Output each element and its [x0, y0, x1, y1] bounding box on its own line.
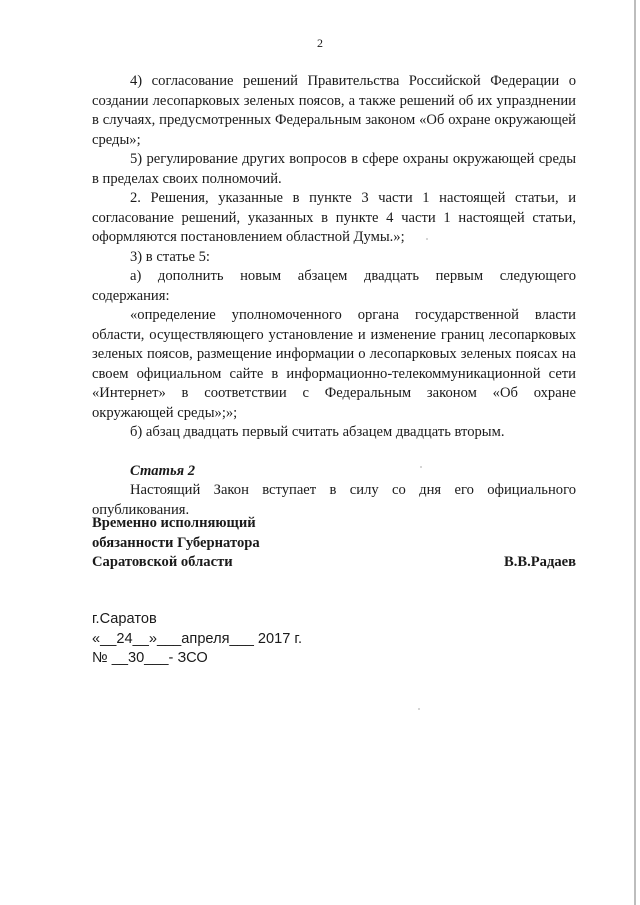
paragraph-article-5: 3) в статье 5:	[130, 248, 210, 265]
paragraph-item-5: 5) регулирование других вопросов в сфере охраны окружающей среды в пределах своих полномочий.	[92, 151, 576, 187]
signatory-name: В.В.Радаев	[503, 554, 576, 570]
number-line	[92, 649, 392, 669]
signature-title-line-1: Временно исполняющий	[92, 515, 256, 531]
date-month: ___апреля___	[156, 630, 254, 647]
paragraph-effective: Настоящий Закон вступает в силу со дня его официального опубликования.	[92, 482, 576, 518]
signature-title-line-3: Саратовской области	[92, 554, 233, 570]
place-date-block	[92, 610, 392, 669]
paragraph-quoted-clause: «определение уполномоченного органа государственной власти области, осуществляющего установление и изменение границ лесопарковых зеленых поясов, размещение информации о лесопарковых зеленых поясах на своем официальном сайте в информационно-телекоммуникационной сети «Интернет» в соответствии с Федеральным законом «Об охране окружающей среды»;»;	[92, 307, 576, 421]
number-value: __30___	[111, 650, 169, 666]
scan-speck	[426, 238, 428, 240]
paragraph-decisions: 2. Решения, указанные в пункте 3 части 1 настоящей статьи, и согласование решений, указанных в пункте 4 части 1 настоящей статьи, оформляются постановлением областной Думы.»;	[92, 190, 576, 245]
date-close-quote: »	[148, 630, 157, 647]
scan-speck	[418, 708, 420, 710]
paragraph-add-clause: а) дополнить новым абзацем двадцать первым следующего содержания:	[92, 268, 576, 304]
paragraph-item-4: 4) согласование решений Правительства Российской Федерации о создании лесопарковых зеленых поясов, а также решений об их упразднении в случаях, предусмотренных Федеральным законом «Об охране окружающей среды»;	[92, 73, 576, 148]
article-title: Статья 2	[130, 462, 196, 479]
signature-title-line-2: обязанности Губернатора	[92, 534, 260, 551]
signature-block	[92, 514, 576, 573]
scan-edge	[634, 0, 636, 905]
date-open-quote: «	[92, 630, 101, 647]
date-year: 2017 г.	[257, 630, 303, 647]
city: г.Саратов	[92, 611, 157, 627]
number-prefix: №	[92, 650, 112, 666]
document-body	[92, 72, 576, 520]
number-suffix: - ЗСО	[168, 650, 208, 666]
date-day: __24__	[100, 630, 149, 647]
scan-speck	[420, 466, 422, 468]
date-line	[92, 630, 392, 650]
spacer	[92, 443, 576, 462]
signature-row	[92, 553, 576, 573]
paragraph-renumber: б) абзац двадцать первый считать абзацем двадцать вторым.	[130, 424, 505, 440]
page-number: 2	[317, 36, 323, 50]
